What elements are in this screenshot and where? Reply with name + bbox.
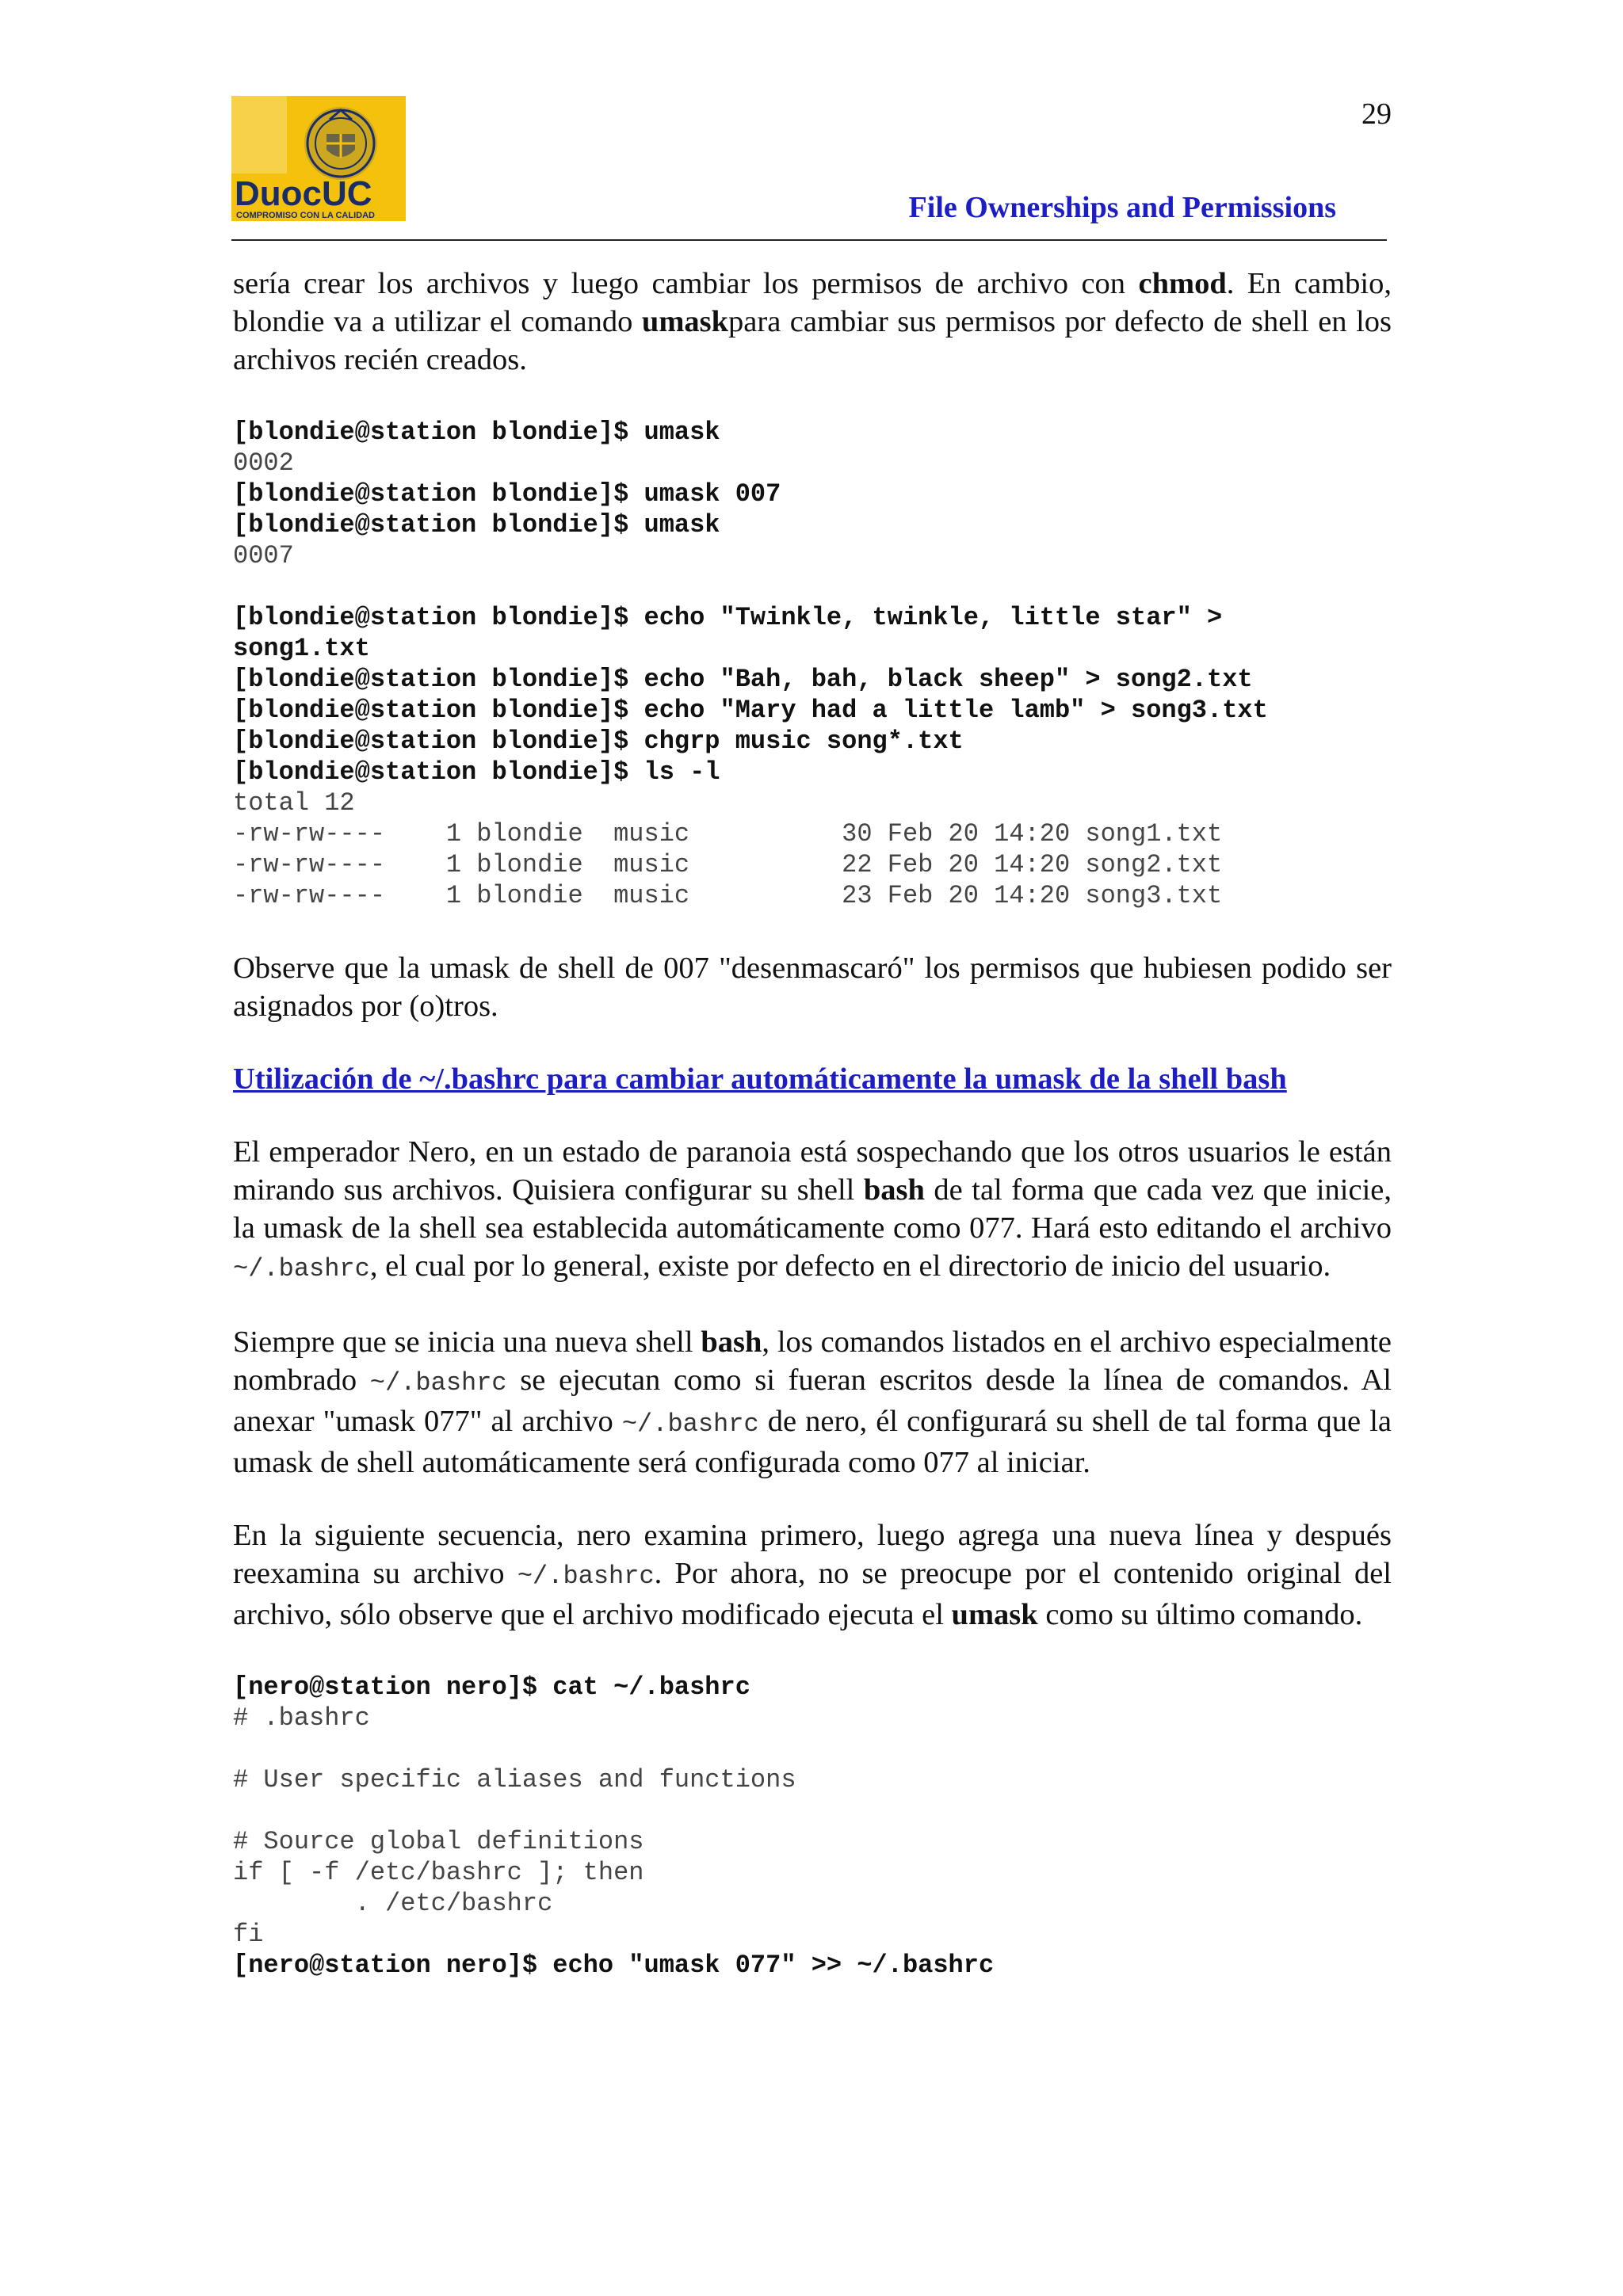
secuencia-paragraph	[233, 1516, 1392, 1634]
siempre-text-4: de nero, él configurará su shell de tal forma que la umask de shell automáticamente será configurada como 077 al iniciar.	[233, 1405, 1392, 1479]
code-command-line: [blondie@station blondie]$ echo "Mary had a little lamb" > song3.txt	[233, 696, 1268, 725]
code-output-line: if [ -f /etc/bashrc ]; then	[233, 1858, 644, 1887]
code-command-line: [blondie@station blondie]$ ls -l	[233, 757, 720, 787]
siempre-text-1: Siempre que se inicia una nueva shell	[233, 1325, 701, 1359]
siempre-text-3: se ejecutan como si fueran escritos desde la línea de comandos. Al anexar "umask 077" al archivo	[233, 1363, 1392, 1438]
section-heading-link[interactable]: Utilización de ~/.bashrc para cambiar automáticamente la umask de la shell bash	[233, 1062, 1287, 1096]
bashrc-inline-code: ~/.bashrc	[369, 1368, 507, 1398]
code-output-line: -rw-rw---- 1 blondie music 22 Feb 20 14:20 song2.txt	[233, 850, 1223, 879]
bashrc-inline-code: ~/.bashrc	[517, 1562, 655, 1591]
code-command-line: [nero@station nero]$ echo "umask 077" >> ~/.bashrc	[233, 1951, 995, 1980]
code-command-line: [nero@station nero]$ cat ~/.bashrc	[233, 1672, 750, 1702]
bash-term: bash	[863, 1173, 925, 1207]
code-output-line: -rw-rw---- 1 blondie music 30 Feb 20 14:20 song1.txt	[233, 819, 1223, 849]
chmod-term: chmod	[1138, 267, 1227, 300]
code-output-line: 0007	[233, 541, 294, 570]
code-command-line: [blondie@station blondie]$ umask	[233, 510, 720, 540]
bash-term: bash	[701, 1325, 762, 1359]
secuencia-text-3: como su último comando.	[1037, 1598, 1363, 1631]
intro-text-2: . En cambio, blondie va a utilizar el comando	[233, 267, 1392, 338]
code-command-line: [blondie@station blondie]$ echo "Bah, bah, black sheep" > song2.txt	[233, 665, 1253, 694]
code-command-line: song1.txt	[233, 634, 370, 663]
page-content	[233, 265, 1392, 1981]
code-command-line: [blondie@station blondie]$ chgrp music song*.txt	[233, 727, 964, 756]
code-output-line: # User specific aliases and functions	[233, 1765, 796, 1794]
umask-term: umask	[951, 1598, 1038, 1631]
page-number: 29	[1361, 97, 1392, 131]
nero-paragraph	[233, 1133, 1392, 1288]
intro-text-3: para cambiar sus permisos por defecto de shell en los archivos recién creados.	[233, 305, 1392, 376]
umask-term: umask	[641, 305, 729, 338]
code-output-line	[233, 1795, 1392, 1826]
code-block-blondie	[233, 417, 1392, 911]
bashrc-inline-code: ~/.bashrc	[233, 1254, 370, 1283]
code-output-line: 0002	[233, 448, 294, 478]
nero-text-2: de tal forma que cada vez que inicie, la umask de la shell sea establecida automáticamente como 077. Hará esto editando el archivo	[233, 1173, 1392, 1245]
code-output-line: -rw-rw---- 1 blondie music 23 Feb 20 14:20 song3.txt	[233, 881, 1223, 910]
code-output-line: total 12	[233, 788, 355, 818]
bashrc-inline-code: ~/.bashrc	[621, 1409, 759, 1439]
nero-text-1: El emperador Nero, en un estado de paranoia está sospechando que los otros usuarios le están mirando sus archivos. Quisiera configurar su shell	[233, 1135, 1392, 1207]
secuencia-text-2: . Por ahora, no se preocupe por el contenido original del archivo, sólo observe que el archivo modificado ejecuta el	[233, 1557, 1392, 1631]
nero-text-3: , el cual por lo general, existe por defecto en el directorio de inicio del usuario.	[369, 1249, 1331, 1283]
logo-brand-text: DuocUC	[235, 174, 372, 213]
code-output-line: fi	[233, 1920, 264, 1949]
siempre-paragraph	[233, 1323, 1392, 1482]
siempre-text-2: , los comandos listados en el archivo especialmente nombrado	[233, 1325, 1392, 1397]
code-block-nero	[233, 1672, 1392, 1981]
observe-paragraph: Observe que la umask de shell de 007 "desenmascaró" los permisos que hubiesen podido ser asignados por (o)tros.	[233, 952, 1392, 1023]
code-output-line: . /etc/bashrc	[233, 1889, 553, 1918]
code-output-line: # Source global definitions	[233, 1827, 644, 1856]
code-output-line	[233, 571, 1392, 602]
code-output-line: # .bashrc	[233, 1703, 370, 1733]
secuencia-text-1: En la siguiente secuencia, nero examina primero, luego agrega una nueva línea y después reexamina su archivo	[233, 1519, 1392, 1590]
intro-text-1: sería crear los archivos y luego cambiar los permisos de archivo con	[233, 267, 1139, 300]
header-divider	[231, 239, 1387, 241]
running-title: File Ownerships and Permissions	[908, 191, 1336, 224]
intro-paragraph	[233, 265, 1392, 379]
code-command-line: [blondie@station blondie]$ umask	[233, 418, 720, 447]
logo-tagline: COMPROMISO CON LA CALIDAD	[236, 211, 375, 220]
university-seal-icon	[304, 107, 377, 180]
code-command-line: [blondie@station blondie]$ umask 007	[233, 479, 781, 509]
code-command-line: [blondie@station blondie]$ echo "Twinkle, twinkle, little star" >	[233, 603, 1223, 632]
duocuc-logo-graphic	[231, 96, 406, 221]
code-output-line	[233, 1733, 1392, 1764]
duocuc-logo	[231, 96, 406, 221]
